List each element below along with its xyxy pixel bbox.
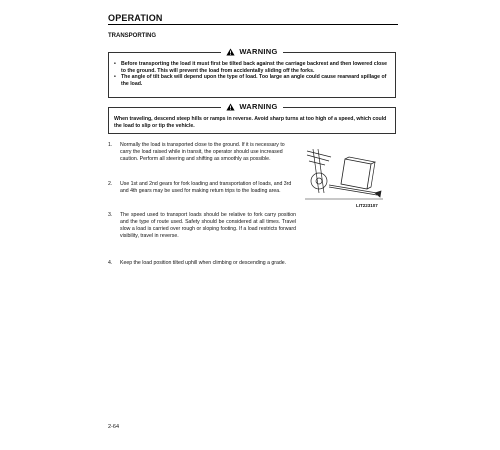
header-title: OPERATION (108, 13, 163, 23)
step-2 (108, 181, 296, 195)
step-text: The speed used to transport loads should be relative to fork carry position and the type of route used. Safety should be considered at all times. Travel slow a load is carried over rough or sloping footing. If a load restricts forward visibility, travel in reverse. (120, 212, 296, 239)
warning-heading-1: WARNING (239, 46, 278, 56)
warning-list-1 (114, 61, 390, 87)
step-text: Normally the load is transported close to the ground. If it is necessary to carry the load raised while in transit, the operator should use increased caution. Perform all steering and shifting as smoothly as possible. (120, 142, 285, 162)
step-number: 1. (108, 142, 113, 148)
warning-bullet: • The angle of tilt back will depend upon the type of load. Too large an angle could cause rearward spillage of the load. (121, 74, 390, 87)
page-number: 2-64 (108, 424, 120, 430)
step-number: 2. (108, 181, 113, 187)
warning-text-2: When traveling, descend steep hills or ramps in reverse. Avoid sharp turns at too high of a speed, which could the load to slip or tip the vehicle. (114, 116, 387, 129)
warning-triangle-icon (226, 48, 235, 56)
warning-box-1 (108, 46, 396, 98)
step-number: 3. (108, 212, 113, 218)
section-title: TRANSPORTING (108, 33, 156, 39)
warning-bullet: • Before transporting the load it must first be tilted back against the carriage backrest and then lowered close to the ground. This will prevent the load from accidentally sliding off the forks. (121, 61, 390, 74)
warning-triangle-icon (226, 103, 235, 111)
step-number: 4. (108, 260, 113, 266)
warning-box-2 (108, 101, 396, 134)
step-3 (108, 212, 296, 240)
figure-label: LIT223107 (356, 203, 378, 208)
warning-heading-2: WARNING (239, 101, 278, 111)
step-text: Keep the load position tilted uphill when climbing or descending a grade. (120, 260, 287, 266)
step-4 (108, 260, 328, 267)
forklift-load-illustration (305, 147, 383, 201)
step-1 (108, 142, 296, 163)
page-header (108, 13, 398, 25)
step-text: Use 1st and 2nd gears for fork loading and transportation of loads, and 3rd and 4th gears may be used for making return trips to the loading area. (120, 181, 292, 194)
